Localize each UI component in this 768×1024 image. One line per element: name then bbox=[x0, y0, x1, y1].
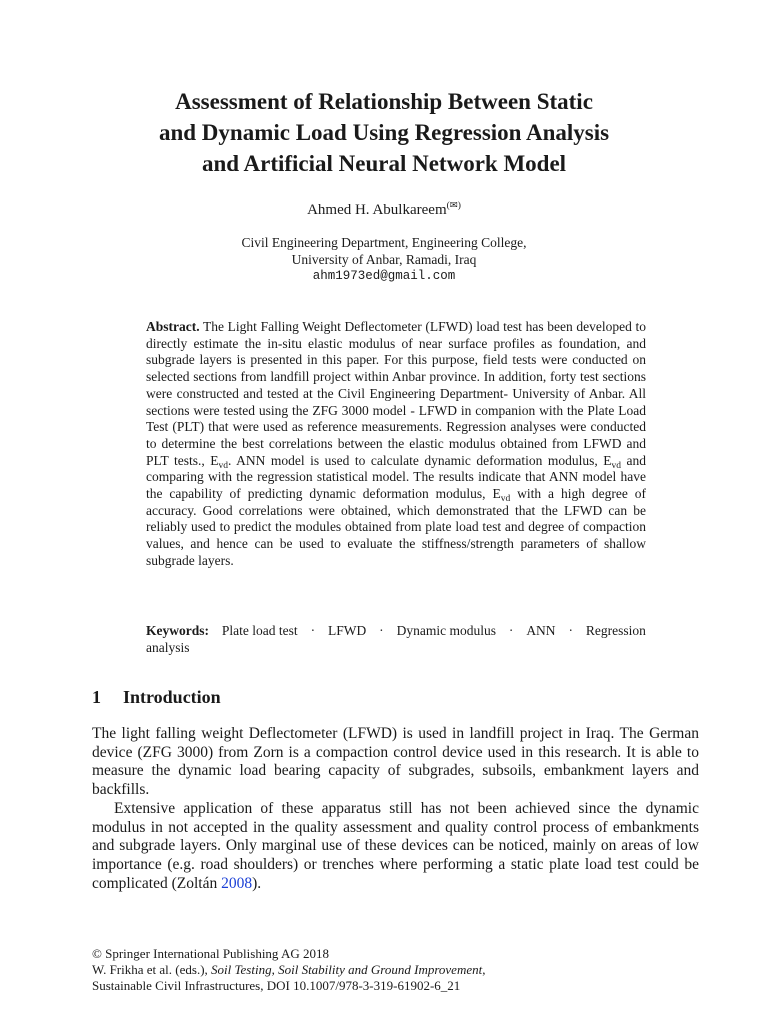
editors: W. Frikha et al. (eds.), bbox=[92, 962, 212, 977]
section-title: Introduction bbox=[123, 687, 221, 707]
copyright: © Springer International Publishing AG 2018 bbox=[92, 946, 329, 961]
punctuation: , bbox=[482, 962, 486, 977]
paragraph-text: Extensive application of these apparatus still has not been achieved since the dynamic modulus in not accepted in the quality assessment and quality control process of embankments and subgrade layers. Only marginal use of these devices can be noticed, mainly on areas of low importance (e.g. road shoulders) or trenches where performing a static plate load test could be complicated (Zoltán bbox=[92, 799, 699, 892]
author bbox=[0, 200, 768, 222]
keyword: ANN bbox=[526, 623, 556, 638]
keywords bbox=[146, 622, 646, 656]
separator-dot: · bbox=[508, 623, 514, 638]
title-line: and Artificial Neural Network Model bbox=[201, 151, 567, 176]
abstract-text: The Light Falling Weight Deflectometer (LFWD) load test has been developed to directly estimate the in-situ elastic modulus of near surface profiles as foundation, and subgrade layers is presented in this paper. For this purpose, field tests were conducted on selected sections from landfill project within Anbar province. In addition, forty test sections were constructed and tested at the Civil Engineering Department- University of Anbar. All sections were tested using the ZFG 3000 model - LFWD in companion with the Plate Load Test (PLT) that were used as reference measurements. Regression analyses were conducted to determine the best correlations between the elastic modulus obtained from LFWD and PLT tests., E bbox=[146, 319, 646, 468]
footer bbox=[92, 946, 485, 994]
separator-dot: · bbox=[568, 623, 573, 638]
paper-title bbox=[0, 86, 768, 179]
separator-dot: · bbox=[310, 623, 316, 638]
keyword: Dynamic modulus bbox=[396, 623, 496, 638]
abstract-text: and comparing with the regression statistical model. The results indicate that ANN model have the capability of predicting dynamic deformation modulus, E bbox=[146, 452, 646, 502]
section-heading bbox=[92, 686, 221, 708]
email-envelope-icon[interactable]: (✉) bbox=[446, 201, 461, 211]
keyword: LFWD bbox=[328, 623, 367, 638]
book-title: Soil Testing, Soil Stability and Ground Improvement bbox=[211, 962, 483, 977]
citation-link[interactable]: 2008 bbox=[221, 874, 253, 892]
affiliation-line: University of Anbar, Ramadi, Iraq bbox=[291, 252, 477, 267]
abstract bbox=[146, 319, 646, 570]
author-email[interactable]: ahm1973ed@gmail.com bbox=[312, 269, 456, 283]
title-line: and Dynamic Load Using Regression Analysis bbox=[158, 120, 610, 145]
paragraph bbox=[92, 800, 699, 894]
abstract-text: . ANN model is used to calculate dynamic deformation modulus, E bbox=[228, 452, 612, 468]
keywords-label: Keywords: bbox=[146, 623, 209, 638]
keyword: Regression bbox=[585, 623, 646, 638]
affiliation-line: Civil Engineering Department, Engineering College, bbox=[241, 235, 527, 250]
keyword: Plate load test bbox=[221, 623, 298, 638]
body-text bbox=[92, 725, 699, 893]
subscript: vd bbox=[500, 494, 511, 505]
affiliation bbox=[0, 234, 768, 285]
separator-dot: · bbox=[379, 623, 384, 638]
title-line: Assessment of Relationship Between Static bbox=[175, 89, 593, 114]
subscript: vd bbox=[218, 460, 229, 471]
paragraph: The light falling weight Deflectometer (LFWD) is used in landfill project in Iraq. The German device (ZFG 3000) from Zorn is a compaction control device used in this research. It is able to measure the dynamic load bearing capacity of subgrades, subsoils, embankment layers and backfills. bbox=[92, 725, 699, 799]
abstract-label: Abstract. bbox=[146, 319, 200, 334]
keyword-continuation: analysis bbox=[146, 640, 190, 655]
section-number: 1 bbox=[92, 687, 101, 707]
subscript: vd bbox=[611, 460, 621, 471]
author-name: Ahmed H. Abulkareem bbox=[307, 202, 447, 218]
citation-info bbox=[92, 962, 485, 978]
abstract-text: with a high degree of accuracy. Good correlations were obtained, which demonstrated that the LFWD can be reliably used to predict the modules obtained from plate load test and degree of compaction values, and hence can be used to evaluate the stiffness/strength parameters of shallow subgrade layers. bbox=[146, 486, 646, 568]
doi-line: Sustainable Civil Infrastructures, DOI 10.1007/978-3-319-61902-6_21 bbox=[92, 978, 461, 993]
paragraph-text: ). bbox=[252, 874, 262, 892]
